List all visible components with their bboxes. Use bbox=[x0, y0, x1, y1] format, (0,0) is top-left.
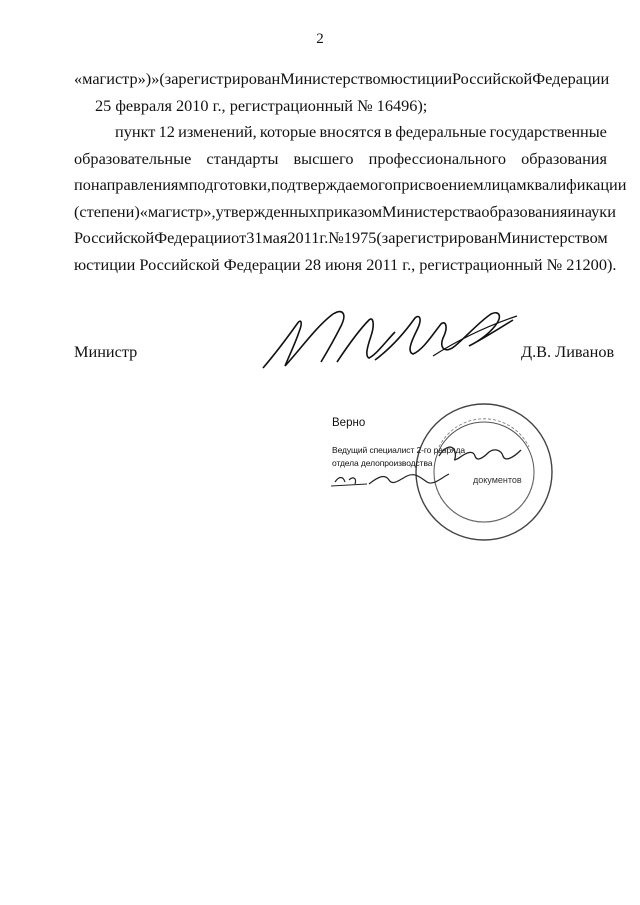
text-word: образовательные bbox=[74, 148, 192, 168]
text-word: образования bbox=[481, 201, 568, 221]
text-word: федеральные bbox=[395, 122, 487, 141]
text-word: (зарегистрирован bbox=[376, 228, 498, 247]
signatory-title: Министр bbox=[74, 342, 138, 361]
text-word: «магистр»)» bbox=[74, 69, 160, 88]
text-word: от bbox=[231, 228, 247, 247]
body-line-4 bbox=[74, 146, 607, 173]
text-word: «магистр», bbox=[139, 201, 216, 221]
text-word: государственные bbox=[489, 122, 607, 141]
text-word: квалификации bbox=[526, 175, 627, 194]
text-word: стандарты bbox=[206, 148, 279, 168]
text-word: и bbox=[567, 201, 577, 221]
seal-inscription: документов bbox=[473, 475, 522, 485]
body-line-5 bbox=[74, 172, 627, 199]
text-word: утвержденных bbox=[215, 201, 318, 221]
text-word: юстиции bbox=[390, 69, 453, 88]
text-word: 31 bbox=[246, 228, 263, 247]
text-word: Министерством bbox=[497, 228, 608, 247]
text-word: пункт bbox=[115, 122, 156, 141]
text-word: профессионального bbox=[368, 148, 507, 168]
text-word: (степени) bbox=[74, 201, 140, 221]
document-body bbox=[74, 66, 627, 278]
text-word: Федерации bbox=[532, 69, 610, 88]
text-word: науки bbox=[576, 201, 616, 221]
body-line-1 bbox=[74, 66, 610, 93]
text-word: изменений, bbox=[178, 122, 257, 141]
text-word: Министерства bbox=[382, 201, 482, 221]
text-word: Федерации bbox=[154, 228, 232, 247]
body-line-8: юстиции Российской Федерации 28 июня 2011 г., регистрационный № 21200). bbox=[74, 254, 617, 274]
text-word: лицам bbox=[483, 175, 527, 194]
text-word: высшего bbox=[293, 148, 354, 168]
text-word: Российской bbox=[452, 69, 533, 88]
handwritten-certification bbox=[327, 440, 537, 500]
text-word: образования bbox=[521, 148, 607, 168]
body-line-3 bbox=[74, 119, 607, 146]
stamp-position-line2: отдела делопроизводства bbox=[332, 458, 433, 468]
page-number: 2 bbox=[316, 31, 324, 47]
body-line-2: 25 февраля 2010 г., регистрационный № 16496); bbox=[95, 95, 428, 115]
stamp-verno: Верно bbox=[332, 417, 366, 429]
text-word: 2011 bbox=[287, 228, 320, 247]
text-word: 12 bbox=[158, 122, 175, 141]
signatory-name: Д.В. Ливанов bbox=[521, 342, 615, 361]
text-word: мая bbox=[262, 228, 288, 247]
text-word: Министерством bbox=[280, 69, 391, 88]
text-word: Российской bbox=[74, 228, 155, 247]
text-word: подготовки, bbox=[188, 175, 272, 194]
text-word: 1975 bbox=[343, 228, 377, 247]
text-word: вносятся bbox=[319, 122, 382, 141]
stamp-position-line1: Ведущий специалист 2-го разряда bbox=[332, 445, 466, 455]
text-word: (зарегистрирован bbox=[159, 69, 281, 88]
text-word: подтверждаемого bbox=[271, 175, 393, 194]
handwritten-signature bbox=[255, 296, 520, 376]
body-line-6 bbox=[74, 199, 616, 226]
text-word: направлениям bbox=[90, 175, 189, 194]
text-word: которые bbox=[259, 122, 317, 141]
text-word: в bbox=[384, 122, 393, 141]
text-word: по bbox=[74, 175, 91, 194]
text-word: присвоением bbox=[392, 175, 484, 194]
body-line-7 bbox=[74, 225, 607, 252]
text-word: приказом bbox=[317, 201, 383, 221]
text-word: № bbox=[328, 228, 344, 247]
text-word: г. bbox=[319, 228, 329, 247]
